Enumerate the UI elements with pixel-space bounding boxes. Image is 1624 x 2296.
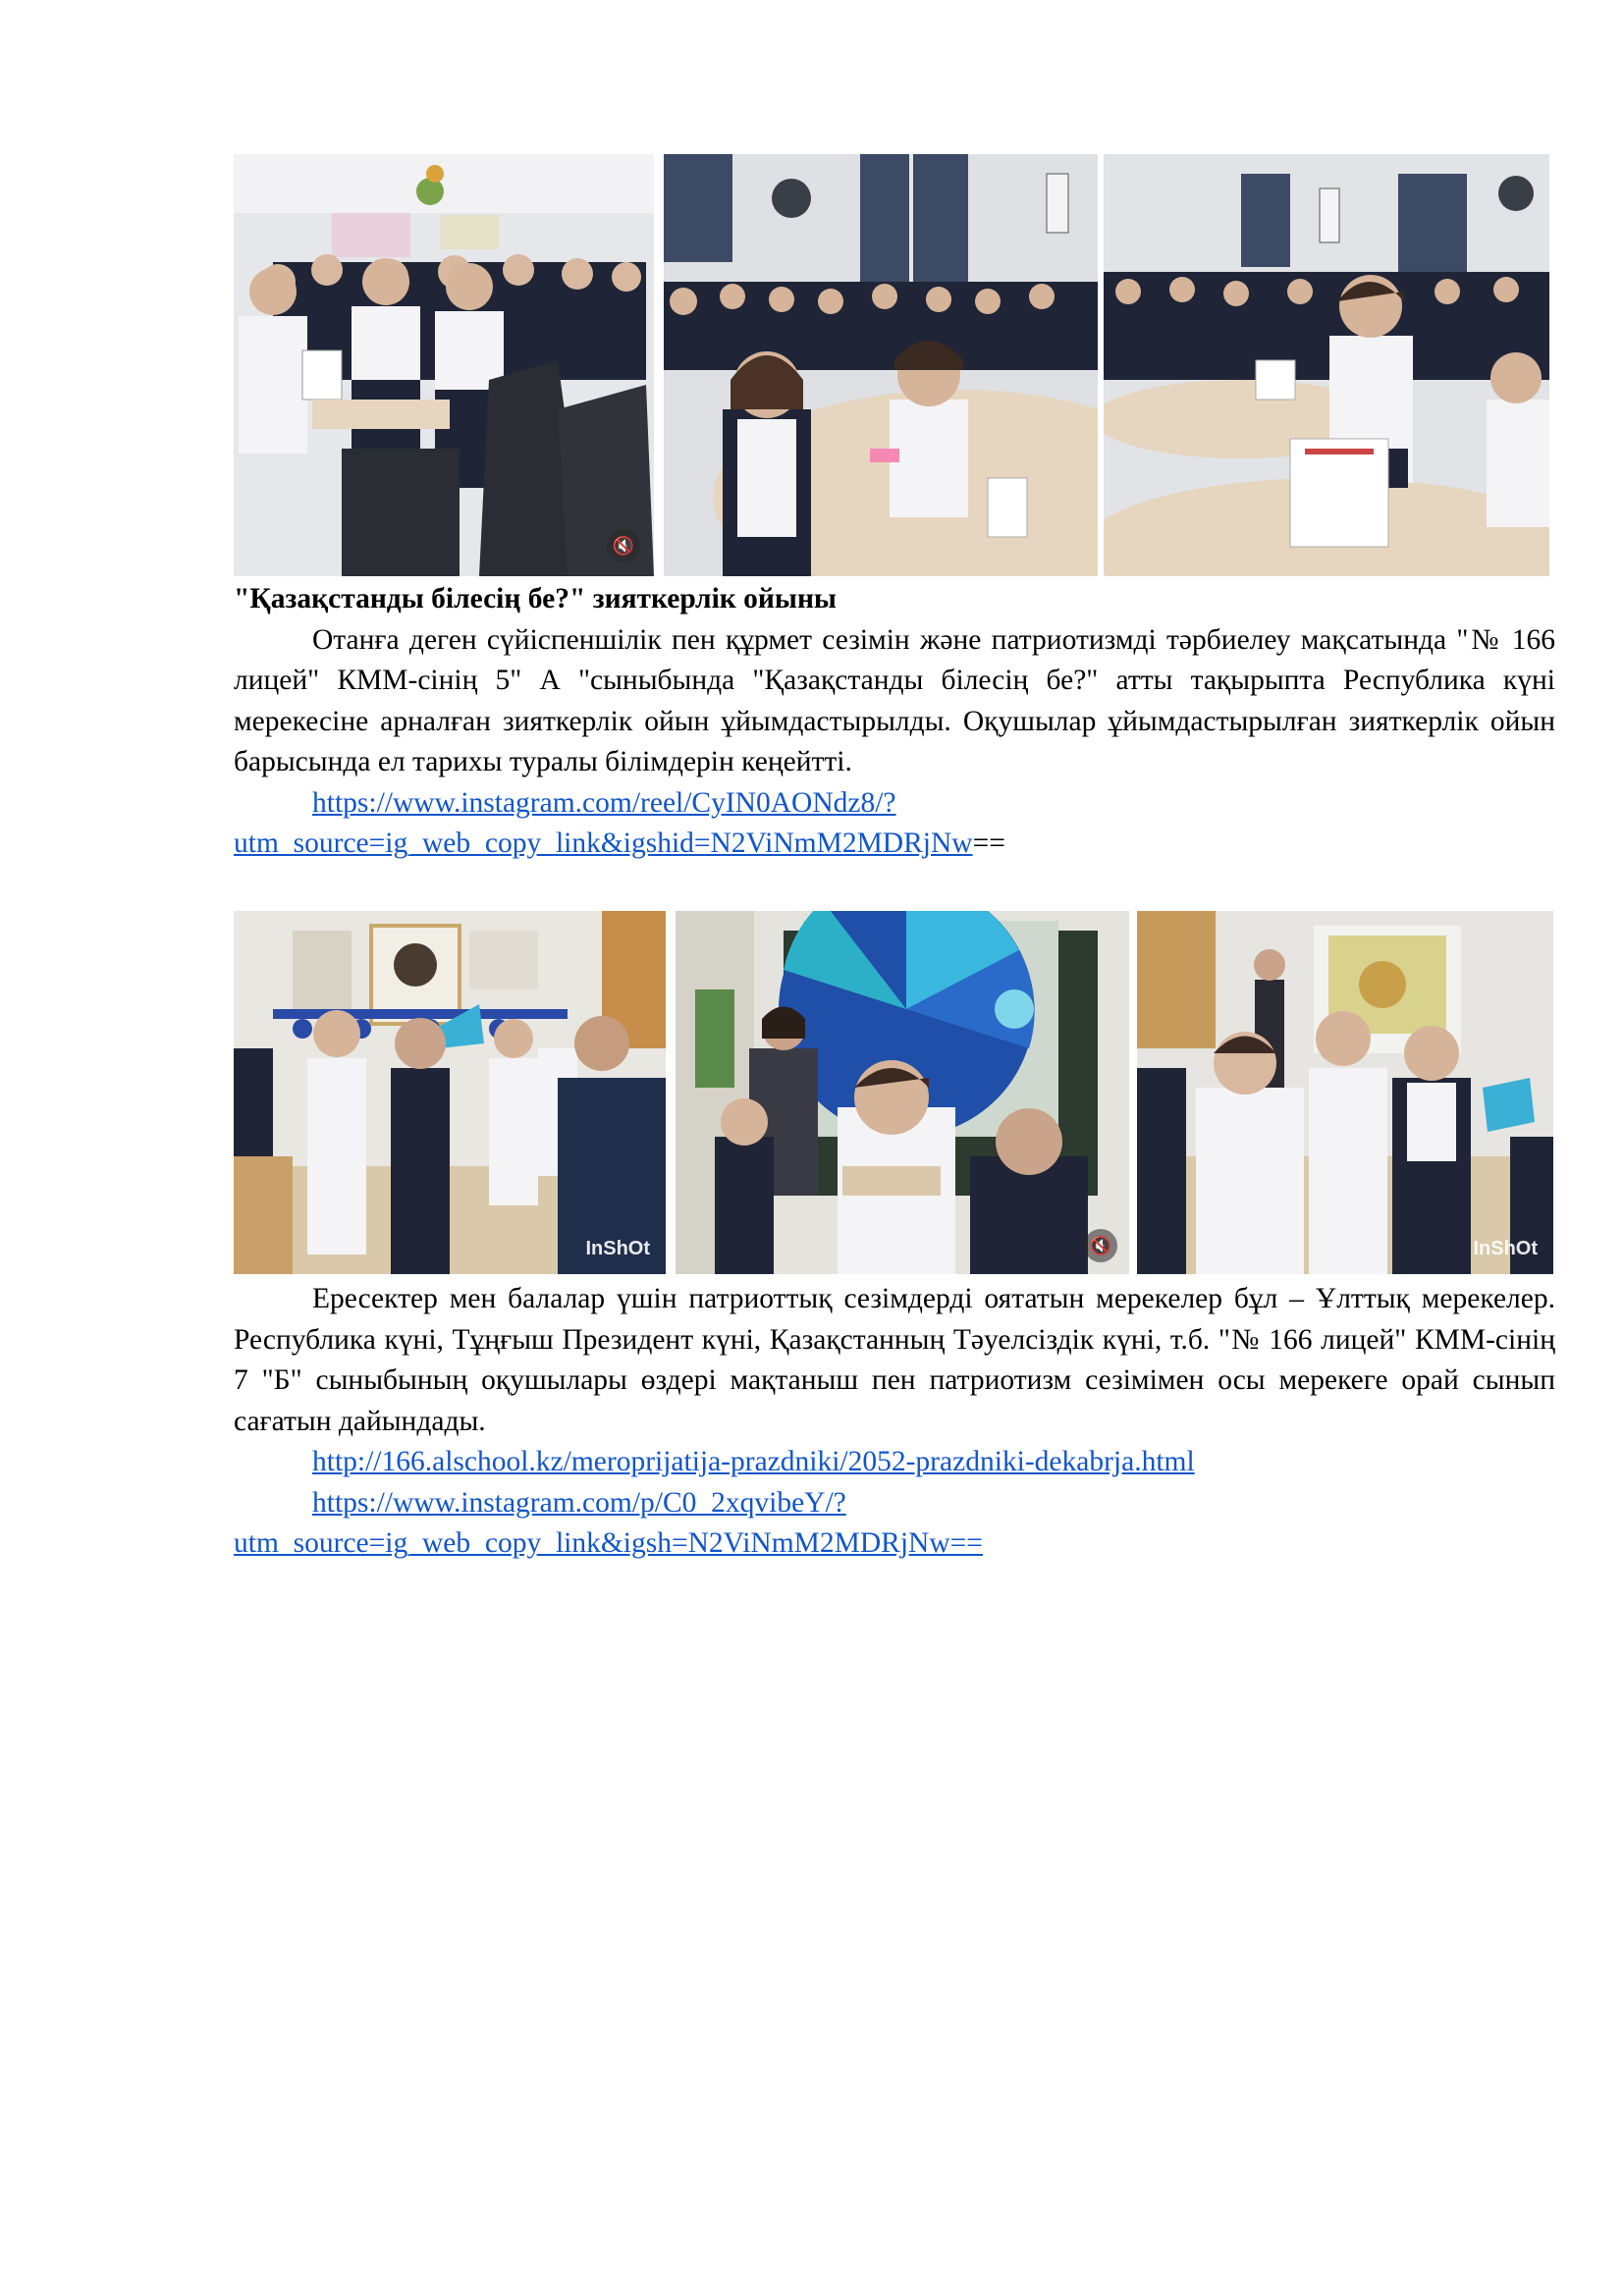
mute-icon: 🔇	[607, 529, 640, 562]
instagram-reel-link-suffix: ==	[972, 828, 1005, 859]
mute-icon: 🔇	[1084, 1229, 1117, 1262]
inshot-watermark-2: InShOt	[1473, 1238, 1538, 1259]
photo-teacher-screen	[676, 911, 1129, 1274]
section-1-heading: "Қазақстанды білесің бе?" зияткерлік ойыны	[234, 583, 837, 614]
instagram-reel-link-part2[interactable]: utm_source=ig_web_copy_link&igshid=N2ViNmM2MDRjNw	[234, 828, 973, 859]
section-2-paragraph-text: Ересектер мен балалар үшін патриоттық сезімдерді оятатын мерекелер бұл – Ұлттық мерекелер. Республика күні, Тұңғыш Президент күні, Қазақстанның Тәуелсіздік күні, т.б. "№ 166 лицей" КММ-сінің 7 "Б" сыныбының оқушылары өздері мақтаныш пен патриотизм сезімімен осы мерекеге орай сынып сағатын дайындады.	[234, 1283, 1555, 1437]
instagram-post-link-line-2	[234, 1523, 1555, 1565]
inshot-watermark: InShOt	[585, 1238, 650, 1259]
photo-row-2	[234, 911, 1553, 1274]
instagram-post-link-part2[interactable]: utm_source=ig_web_copy_link&igsh=N2ViNmM2MDRjNw==	[234, 1527, 983, 1559]
photo-students-desks	[1137, 911, 1553, 1274]
photo-girl-at-table	[664, 154, 1098, 576]
photo-boy-speaking	[1104, 154, 1549, 576]
instagram-reel-link-line	[234, 783, 1555, 825]
alschool-link[interactable]: http://166.alschool.kz/meroprijatija-prazdniki/2052-prazdniki-dekabrja.html	[312, 1446, 1195, 1477]
section-2	[234, 1279, 1555, 1565]
photo-students-standing	[234, 154, 654, 576]
section-1-paragraph-text: Отанға деген сүйіспеншілік пен құрмет сезімін және патриотизмді тәрбиелеу мақсатында "№ 166 лицей" КММ-сінің 5" А "сыныбында "Қазақстанды білесің бе?" атты тақырыпта Республика күні мерекесіне арналған зияткерлік ойын ұйымдастырылды. Оқушылар ұйымдастырылған зияткерлік ойын барысында ел тарихы туралы білімдерін кеңейтті.	[234, 623, 1555, 777]
section-1-paragraph	[234, 620, 1555, 783]
instagram-reel-link-line-2	[234, 824, 1555, 865]
instagram-post-link-line	[234, 1483, 1555, 1524]
alschool-link-line	[234, 1442, 1555, 1483]
photo-classroom-flag	[234, 911, 666, 1274]
section-2-paragraph	[234, 1279, 1555, 1442]
instagram-reel-link-part1[interactable]: https://www.instagram.com/reel/CyIN0AONdz8/?	[312, 786, 896, 819]
photo-row-1	[234, 154, 1549, 576]
section-1	[234, 579, 1555, 865]
instagram-post-link-part1[interactable]: https://www.instagram.com/p/C0_2xqvibeY/?	[312, 1486, 846, 1519]
